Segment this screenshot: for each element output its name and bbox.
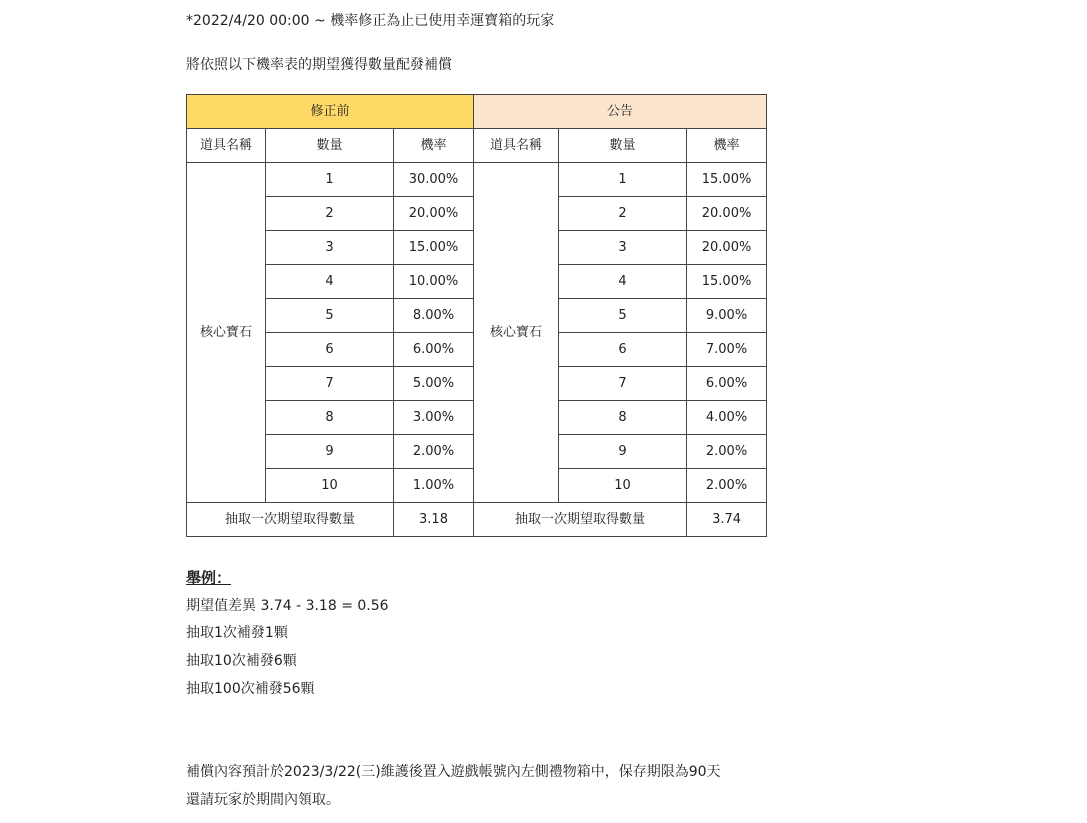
after-rate-cell: 2.00% (687, 435, 767, 469)
after-qty-cell: 9 (559, 435, 687, 469)
after-qty-cell: 3 (559, 231, 687, 265)
before-qty-cell: 3 (266, 231, 394, 265)
example-line: 抽取100次補發56顆 (186, 681, 315, 697)
after-qty-cell: 7 (559, 367, 687, 401)
after-col-item-header: 道具名稱 (474, 129, 559, 163)
after-qty-cell: 8 (559, 401, 687, 435)
after-rate-cell: 15.00% (687, 163, 767, 197)
after-qty-cell: 6 (559, 333, 687, 367)
after-qty-cell: 5 (559, 299, 687, 333)
before-rate-cell: 3.00% (394, 401, 474, 435)
after-qty-cell: 10 (559, 469, 687, 503)
after-section-header: 公告 (474, 95, 767, 129)
before-rate-cell: 10.00% (394, 265, 474, 299)
before-rate-cell: 5.00% (394, 367, 474, 401)
after-expected-label: 抽取一次期望取得數量 (474, 503, 687, 537)
before-expected-label: 抽取一次期望取得數量 (187, 503, 394, 537)
before-qty-cell: 6 (266, 333, 394, 367)
after-col-rate-header: 機率 (687, 129, 767, 163)
example-line: 期望值差異 3.74 - 3.18 = 0.56 (186, 598, 389, 614)
notice-line-2: 還請玩家於期間內領取。 (186, 792, 340, 808)
intro-line-1: *2022/4/20 00:00 ~ 機率修正為止已使用幸運寶箱的玩家 (186, 13, 555, 29)
before-qty-cell: 9 (266, 435, 394, 469)
before-rate-cell: 20.00% (394, 197, 474, 231)
before-qty-cell: 1 (266, 163, 394, 197)
after-col-qty-header: 數量 (559, 129, 687, 163)
before-col-qty-header: 數量 (266, 129, 394, 163)
after-rate-cell: 20.00% (687, 231, 767, 265)
after-rate-cell: 4.00% (687, 401, 767, 435)
probability-table (186, 94, 767, 537)
after-item-name: 核心寶石 (474, 163, 559, 503)
before-rate-cell: 2.00% (394, 435, 474, 469)
after-qty-cell: 1 (559, 163, 687, 197)
table-row (187, 163, 767, 197)
example-title: 舉例： (186, 569, 232, 587)
after-rate-cell: 7.00% (687, 333, 767, 367)
after-expected-value: 3.74 (687, 503, 767, 537)
before-col-rate-header: 機率 (394, 129, 474, 163)
before-rate-cell: 1.00% (394, 469, 474, 503)
notice-line-1: 補償內容預計於2023/3/22(三)維護後置入遊戲帳號內左側禮物箱中，保存期限為90天 (186, 764, 721, 780)
before-expected-value: 3.18 (394, 503, 474, 537)
section-header-row (187, 95, 767, 129)
after-rate-cell: 2.00% (687, 469, 767, 503)
before-qty-cell: 10 (266, 469, 394, 503)
after-qty-cell: 4 (559, 265, 687, 299)
before-rate-cell: 30.00% (394, 163, 474, 197)
before-qty-cell: 2 (266, 197, 394, 231)
before-rate-cell: 6.00% (394, 333, 474, 367)
before-qty-cell: 7 (266, 367, 394, 401)
column-header-row (187, 129, 767, 163)
before-col-item-header: 道具名稱 (187, 129, 266, 163)
after-qty-cell: 2 (559, 197, 687, 231)
before-rate-cell: 8.00% (394, 299, 474, 333)
after-rate-cell: 6.00% (687, 367, 767, 401)
before-qty-cell: 5 (266, 299, 394, 333)
before-qty-cell: 4 (266, 265, 394, 299)
after-rate-cell: 15.00% (687, 265, 767, 299)
after-rate-cell: 20.00% (687, 197, 767, 231)
before-section-header: 修正前 (187, 95, 474, 129)
expected-row (187, 503, 767, 537)
before-qty-cell: 8 (266, 401, 394, 435)
before-rate-cell: 15.00% (394, 231, 474, 265)
intro-line-2: 將依照以下機率表的期望獲得數量配發補償 (186, 57, 452, 73)
after-rate-cell: 9.00% (687, 299, 767, 333)
before-item-name: 核心寶石 (187, 163, 266, 503)
example-line: 抽取10次補發6顆 (186, 653, 297, 669)
example-line: 抽取1次補發1顆 (186, 625, 288, 641)
